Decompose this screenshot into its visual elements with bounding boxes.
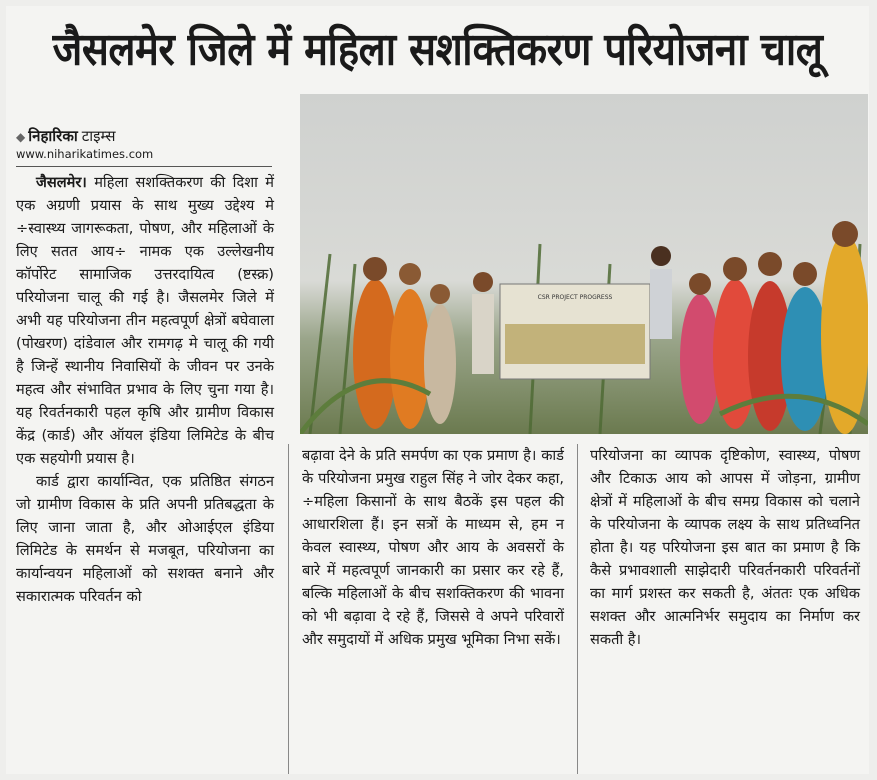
- article-photo: [300, 94, 868, 434]
- photo-icon: [300, 94, 868, 434]
- diamond-icon: ◆: [16, 130, 26, 144]
- column-divider: [288, 444, 289, 774]
- dateline: जैसलमेर।: [36, 174, 87, 191]
- headline: जैसलमेर जिले में महिला सशक्तिकरण परियोजना चालू: [52, 24, 823, 76]
- paragraph-4: परियोजना का व्यापक दृष्टिकोण, स्वास्थ्य, पोषण और टिकाऊ आय को आपस में जोड़ना, ग्रामीण क्षेत्रों में महिलाओं के बीच समग्र विकास को चलाने के परियोजना के व्यापक लक्ष्य के साथ प्रतिध्वनित होता है। यह परियोजना इस बात का प्रमाण है कि कैसे प्रभावशाली साझेदारी परिवर्तनकारी परिवर्तनों का मार्ग प्रशस्त कर सकती है, अंततः एक अधिक सशक्त और आत्मनिर्भर समुदाय का निर्माण कर सकती है।: [590, 447, 860, 648]
- paragraph-1-text: महिला सशक्तिकरण की दिशा में एक अग्रणी प्रयास के साथ मुख्य उद्देश्य मे ÷स्वास्थ्य जागरूकता, पोषण, और महिलाओं के लिए सतत आय÷ नामक एक उल्लेखनीय कॉर्पोरेट सामाजिक उत्तरदायित्व (ष्टस्क्र) परियोजना चालू की गई है। जैसलमेर जिले में अभी यह परियोजना तीन महत्वपूर्ण क्षेत्रों बघेवाला (पोखरण) दांडेवाल और रामगढ़ मे चालू की गयी है जिन्हें स्थानीय निवासियों के जीवन पर उनके महत्व और संभावित प्रभाव के लिए चुना गया है। यह रिवर्तनकारी पहल कृषि और ग्रामीण विकास केंद्र (कार्ड) और ऑयल इंडिया लिमिटेड के बीच एक सहयोगी प्रयास है।: [16, 174, 274, 467]
- column-divider: [577, 444, 578, 774]
- publication-url: www.niharikatimes.com: [16, 147, 154, 161]
- paragraph-3: बढ़ावा देने के प्रति समर्पण का एक प्रमाण है। कार्ड के परियोजना प्रमुख राहुल सिंह ने जोर देकर कहा, ÷महिला किसानों के साथ बैठकें इस पहल की आधारशिला हैं। इन सत्रों के माध्यम से, हम न केवल स्वास्थ्य, पोषण और आय के अवसरों के बारे में महत्वपूर्ण जानकारी का प्रसार कर रहे हैं, बल्कि महिलाओं के बीच सशक्तिकरण की भावना को भी बढ़ावा दे रहे हैं, जिससे वे अपने परिवारों और समुदायों में अधिक प्रमुख भूमिका निभा सकें।: [302, 447, 564, 648]
- newspaper-clipping: [6, 6, 869, 774]
- article-column-3: [590, 444, 860, 651]
- source-block: [16, 126, 272, 167]
- publication-name: [16, 126, 272, 147]
- article-column-1: [16, 171, 274, 608]
- banner-title: CSR PROJECT PROGRESS: [537, 294, 613, 301]
- publication-name-part2: टाइम्स: [81, 127, 116, 145]
- article-column-2: [302, 444, 564, 651]
- publication-name-part1: निहारिका: [28, 127, 78, 145]
- paragraph-2: कार्ड द्वारा कार्यान्वित, एक प्रतिष्ठित संगठन जो ग्रामीण विकास के प्रति अपनी प्रतिबद्धता के लिए जाना जाता है, और ओआईएल इंडिया लिमिटेड के समर्थन से मजबूत, परियोजना का कार्यान्वयन महिलाओं को सशक्त बनाने और सकारात्मक परिवर्तन को: [16, 473, 274, 605]
- paragraph-1: [16, 171, 274, 470]
